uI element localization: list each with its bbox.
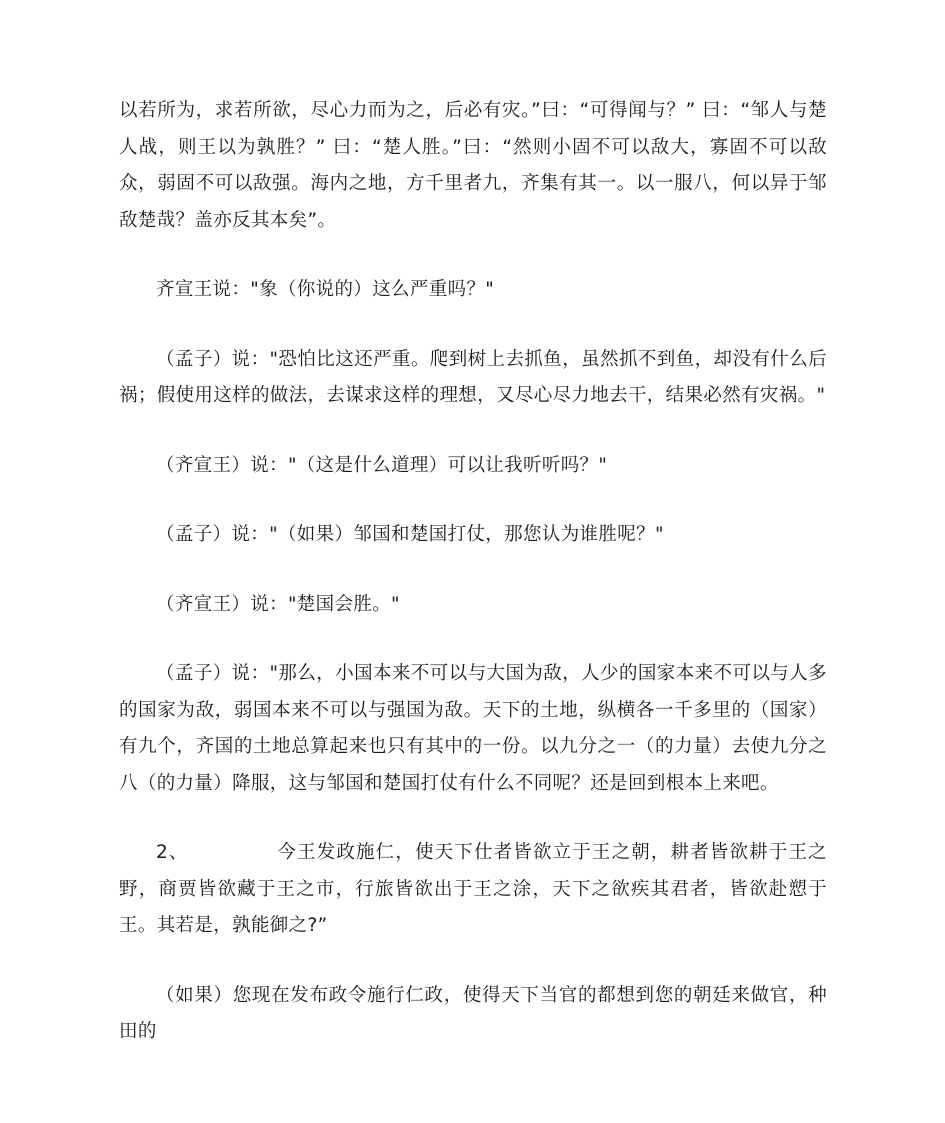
paragraph-king-question: （齐宣王）说："（这是什么道理）可以让我听听吗？" [156, 454, 608, 476]
paragraph-mencius-reply: （孟子）说："恐怕比这还严重。爬到树上去抓鱼，虽然抓不到鱼，却没有什么后祸；假使用这样的做法，去谋求这样的理想，又尽心尽力地去干，结果必然有灾祸。" [119, 348, 827, 406]
paragraph-mencius-conclusion: （孟子）说："那么，小国本来不可以与大国为敌，人少的国家本来不可以与人多的国家为敌，弱国本来不可以与强国为敌。天下的土地，纵横各一千多里的（国家）有九个，齐国的土地总算起来也只有其中的一份。以九分之一（的力量）去使九分之八（的力量）降服，这与邹国和楚国打仗有什么不同呢？还是回到根本上来吧。 [119, 663, 827, 794]
paragraph-king-answer: （齐宣王）说："楚国会胜。" [156, 593, 400, 615]
paragraph-king-asks: 齐宣王说："象（你说的）这么严重吗？" [156, 279, 495, 300]
document-page [119, 93, 827, 1051]
paragraph-classical-text: 以若所为，求若所欲，尽心力而为之，后必有灾。”曰：“可得闻与？” 曰：“邹人与楚人战，则王以为孰胜？” 曰：“楚人胜。”曰：“然则小固不可以敌大，寡固不可以敌众，弱固不可以敌强。海内之地，方千里者九，齐集有其一。以一服八，何以异于邹敌楚哉？盖亦反其本矣”。 [119, 100, 827, 231]
paragraph-mencius-question: （孟子）说："（如果）邹国和楚国打仗，那您认为谁胜呢？" [156, 524, 664, 545]
paragraph-translation: （如果）您现在发布政令施行仁政，使得天下当官的都想到您的朝廷来做官，种田的 [119, 984, 827, 1042]
numbered-item [119, 835, 827, 945]
item-number: 2、 [156, 842, 189, 863]
item-text: 今王发政施仁，使天下仕者皆欲立于王之朝，耕者皆欲耕于王之野，商贾皆欲藏于王之市，行旅皆欲出于王之涂，天下之欲疾其君者，皆欲赴愬于王。其若是，孰能御之?” [119, 842, 827, 936]
